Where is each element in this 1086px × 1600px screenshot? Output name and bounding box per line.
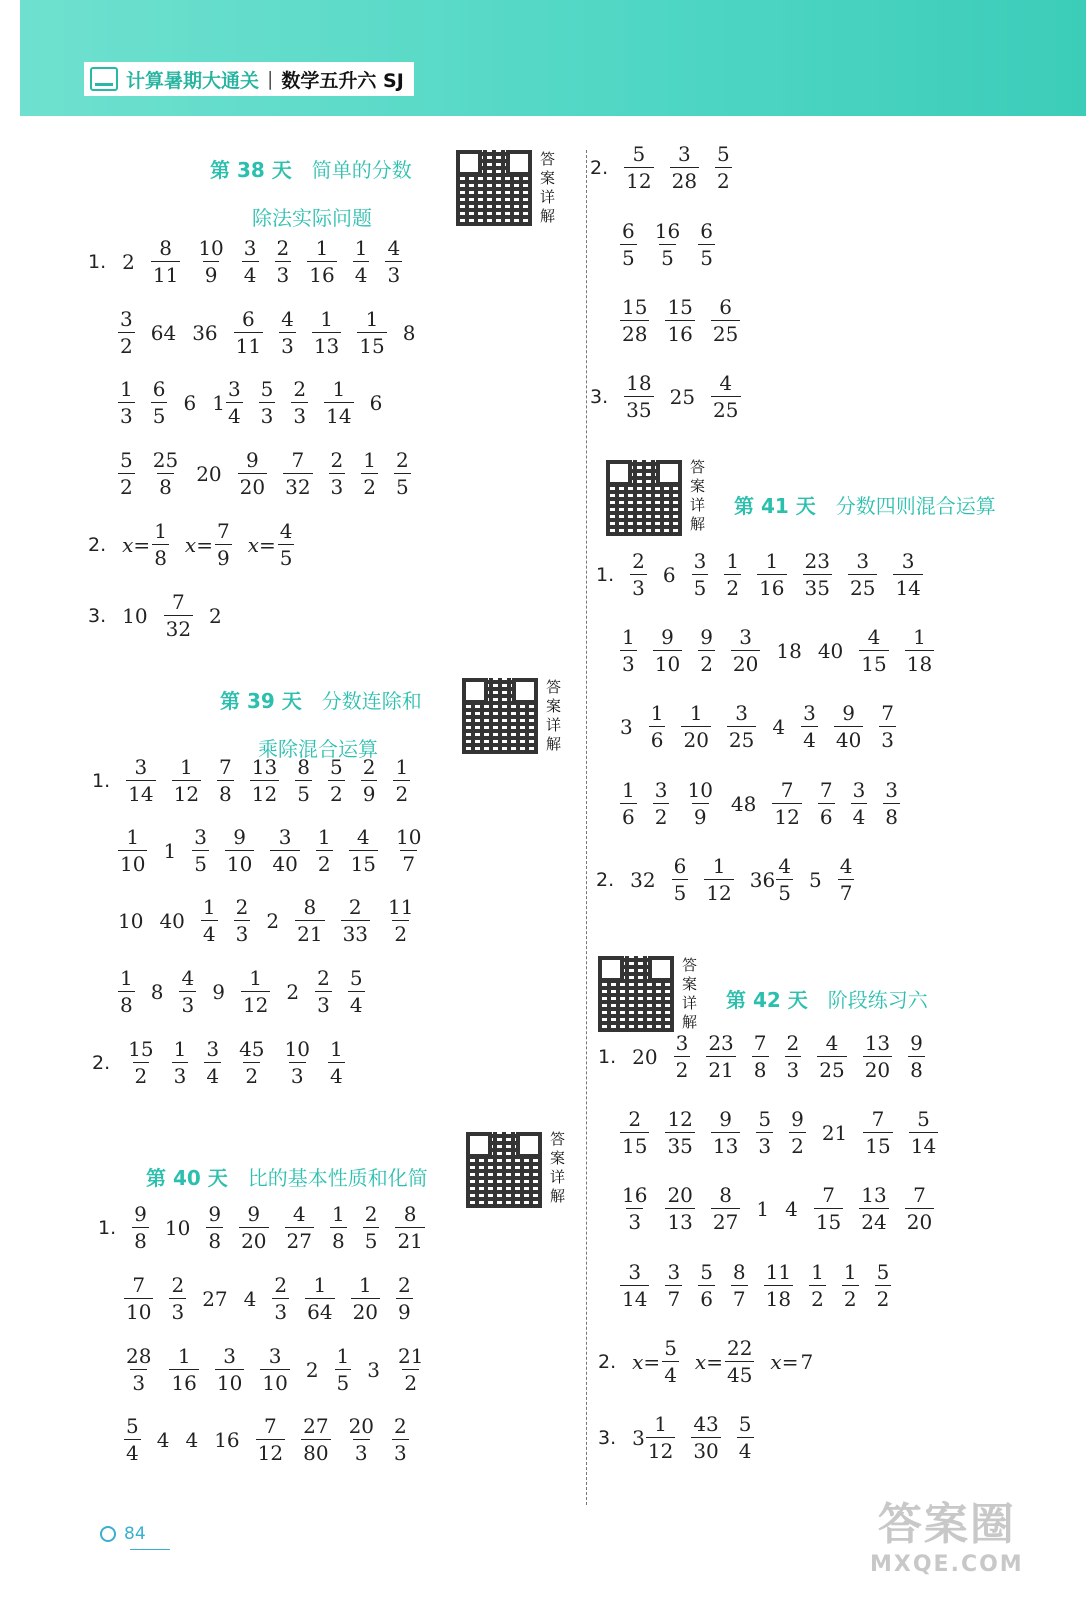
answer-value: 6 (183, 390, 197, 415)
answer-value: $\frac{1}{8}$ (120, 966, 133, 1017)
answer-value: $\frac{9}{10}$ (654, 625, 681, 676)
answer-value: $\frac{8}{27}$ (712, 1183, 739, 1234)
answer-value: 10 (122, 603, 148, 628)
answer-value: $\frac{3}{7}$ (667, 1260, 681, 1311)
question-number: 1. (596, 563, 615, 586)
answer-value: $\frac{1}{2}$ (726, 549, 740, 600)
answer-row (598, 1338, 821, 1385)
answer-row (612, 297, 748, 344)
answer-value: $\frac{3}{4}$ (803, 701, 816, 752)
answer-value: 20 (196, 461, 222, 486)
answer-value: $\frac{1}{15}$ (359, 307, 385, 358)
page-number-underline (130, 1549, 170, 1550)
answer-value: $\frac{3}{10}$ (262, 1344, 288, 1395)
answer-value: $\frac{2}{3}$ (171, 1273, 185, 1324)
answer-value: 2 (286, 979, 300, 1004)
question-number: 1. (88, 250, 107, 273)
answer-value: $\frac{2}{3}$ (293, 377, 307, 428)
page-number-text: 84 (124, 1524, 146, 1544)
answer-value: 20 (632, 1044, 658, 1069)
answer-value: $\frac{28}{3}$ (126, 1344, 152, 1395)
answer-value: $\frac{6}{5}$ (673, 854, 687, 905)
answer-value: 16 (214, 1427, 240, 1452)
answer-value: $\frac{5}{2}$ (876, 1260, 890, 1311)
answer-value: $\frac{7}{10}$ (126, 1273, 152, 1324)
answer-value: $\frac{7}{8}$ (219, 755, 232, 806)
answer-value: $\frac{1}{12}$ (173, 755, 200, 806)
answer-row (110, 379, 390, 426)
answer-row (590, 373, 749, 420)
answer-value: $\frac{1}{2}$ (363, 448, 377, 499)
answer-value: $\frac{4}{25}$ (819, 1031, 845, 1082)
answer-value: $\frac{7}{12}$ (257, 1414, 284, 1465)
answer-row (596, 856, 862, 903)
answer-row (110, 309, 423, 356)
qr-code-day41[interactable] (606, 460, 682, 536)
answer-value: $\frac{7}{12}$ (774, 778, 800, 829)
book-title: 计算暑期大通关 (126, 69, 260, 92)
answer-value: $\frac{11}{18}$ (765, 1260, 792, 1311)
qr-code-day39[interactable] (462, 678, 538, 754)
answer-value: $\frac{9}{20}$ (241, 1202, 267, 1253)
answer-value: $\frac{1}{10}$ (120, 825, 146, 876)
answer-value: $\frac{5}{2}$ (120, 448, 133, 499)
answer-value: $\frac{23}{35}$ (804, 549, 830, 600)
qr-caption: 答案详解 (682, 956, 698, 1031)
qr-caption: 答案详解 (550, 1130, 566, 1205)
answer-value: $\frac{1}{4}$ (354, 236, 368, 287)
answer-value: $\frac{9}{40}$ (835, 701, 862, 752)
answer-row (110, 450, 419, 497)
answer-value: $\frac{8}{5}$ (297, 755, 310, 806)
title-separator: | (267, 68, 274, 90)
answer-value: $\frac{1}{6}$ (622, 778, 635, 829)
answer-value: $\frac{2}{15}$ (622, 1107, 648, 1158)
answer-value: $\frac{5}{3}$ (758, 1107, 772, 1158)
answer-row (590, 144, 740, 191)
answer-value: $\frac{1}{13}$ (313, 307, 340, 358)
answer-value: $\frac{20}{3}$ (348, 1414, 375, 1465)
answer-value: $\frac{9}{8}$ (208, 1202, 222, 1253)
answer-value: $\frac{6}{5}$ (152, 377, 166, 428)
answer-row (612, 221, 723, 268)
answer-value: $\frac{11}{2}$ (388, 895, 414, 946)
day-label: 第 39 天 (220, 689, 302, 713)
section-title-day41 (734, 490, 996, 519)
answer-value: $\frac{10}{7}$ (396, 825, 422, 876)
answer-value: $\frac{9}{2}$ (700, 625, 713, 676)
answer-value: $\frac{16}{3}$ (622, 1183, 648, 1234)
answer-value: $\frac{25}{8}$ (152, 448, 179, 499)
topic-label: 分数四则混合运算 (835, 494, 996, 518)
answer-row (612, 1109, 946, 1156)
answer-value: $\frac{4}{3}$ (181, 966, 195, 1017)
answer-value: $\frac{1}{2}$ (811, 1260, 824, 1311)
answer-value: $\frac{7}{32}$ (165, 590, 192, 641)
question-number: 2. (88, 533, 107, 556)
answer-value: $\frac{4}{25}$ (713, 371, 739, 422)
question-number: 2. (92, 1051, 111, 1074)
answer-value: $\frac{4}{7}$ (839, 854, 853, 905)
answer-value: $\frac{18}{35}$ (626, 371, 652, 422)
answer-value: $\frac{6}{5}$ (622, 219, 635, 270)
book-icon (90, 67, 118, 91)
answer-value: 2 (209, 603, 222, 628)
answer-row (612, 1185, 942, 1232)
answer-value: $\frac{2}{3}$ (632, 549, 645, 600)
answer-value: 2 (122, 249, 135, 274)
answer-value: $\frac{12}{35}$ (667, 1107, 693, 1158)
answer-row (88, 238, 410, 285)
answer-value: 36 $\frac{4}{5}$ (749, 854, 791, 905)
answer-value: $\frac{7}{8}$ (753, 1031, 767, 1082)
answer-value: $\frac{15}{2}$ (128, 1037, 154, 1088)
answer-value: x= $\frac{5}{4}$ (632, 1336, 677, 1387)
column-divider (586, 150, 587, 1505)
answer-value: $\frac{6}{11}$ (235, 307, 262, 358)
answer-value: $\frac{3}{4}$ (852, 778, 866, 829)
answer-value: $\frac{3}{14}$ (895, 549, 921, 600)
question-number: 1. (598, 1045, 617, 1068)
answer-value: 8 (402, 320, 416, 345)
answer-row (92, 757, 418, 804)
answer-value: 9 (212, 979, 225, 1004)
answer-value: 4 (785, 1196, 798, 1221)
day-label: 第 42 天 (726, 988, 808, 1012)
question-number: 3. (590, 385, 609, 408)
answer-value: $\frac{21}{2}$ (398, 1344, 424, 1395)
answer-value: 6 (369, 390, 383, 415)
answer-value: $\frac{3}{14}$ (622, 1260, 648, 1311)
answer-value: 10 (118, 908, 144, 933)
answer-value: $\frac{3}{25}$ (849, 549, 876, 600)
answer-value: $\frac{10}{3}$ (284, 1037, 310, 1088)
answer-value: $\frac{1}{3}$ (622, 625, 635, 676)
answer-row (110, 968, 373, 1015)
answer-value: 36 (192, 320, 218, 345)
day-label: 第 41 天 (734, 494, 816, 518)
answer-value: 6 (662, 562, 676, 587)
page-number (100, 1524, 146, 1544)
answer-value: $\frac{7}{15}$ (865, 1107, 891, 1158)
answer-value: 4 (156, 1427, 170, 1452)
answer-value: 25 (669, 384, 696, 409)
section-subtitle-day38: 除法实际问题 (252, 206, 372, 230)
answer-value: $\frac{7}{6}$ (819, 778, 833, 829)
answer-value: 3 $\frac{1}{12}$ (632, 1412, 674, 1463)
answer-value: $\frac{5}{4}$ (126, 1414, 139, 1465)
answer-value: 1 (163, 838, 177, 863)
day-label: 第 38 天 (210, 158, 292, 182)
answer-row (98, 1204, 433, 1251)
answer-value: $\frac{9}{2}$ (791, 1107, 804, 1158)
answer-value: $\frac{9}{13}$ (712, 1107, 739, 1158)
answer-value: $\frac{1}{64}$ (307, 1273, 333, 1324)
answer-value: $\frac{1}{12}$ (706, 854, 732, 905)
answer-value: $\frac{20}{13}$ (667, 1183, 693, 1234)
answer-value: $\frac{1}{3}$ (120, 377, 133, 428)
answer-value: $\frac{2}{3}$ (235, 895, 249, 946)
answer-value: $\frac{2}{3}$ (394, 1414, 407, 1465)
answer-value: $\frac{1}{16}$ (759, 549, 785, 600)
answer-value: $\frac{3}{4}$ (243, 236, 257, 287)
answer-value: $\frac{5}{4}$ (738, 1412, 752, 1463)
question-number: 1. (98, 1216, 117, 1239)
answer-row (116, 1416, 417, 1463)
qr-caption: 答案详解 (546, 678, 562, 753)
answer-value: 64 (150, 320, 177, 345)
answer-value: 4 (772, 714, 786, 739)
answer-row (598, 1033, 933, 1080)
answer-row (612, 627, 942, 674)
answer-value: $\frac{13}{12}$ (251, 755, 278, 806)
answer-value: 4 (185, 1427, 199, 1452)
answer-value: $\frac{1}{12}$ (242, 966, 269, 1017)
answer-row (612, 1262, 899, 1309)
answer-value: $\frac{3}{2}$ (120, 307, 133, 358)
answer-value: 40 (817, 638, 844, 663)
watermark (870, 1488, 1024, 1577)
answer-value: 3 (620, 714, 633, 739)
question-number: 2. (596, 868, 615, 891)
answer-value: $\frac{3}{25}$ (728, 701, 755, 752)
answer-value: 27 (202, 1286, 228, 1311)
qr-code-day38[interactable] (456, 150, 532, 226)
answer-value: 3 (367, 1357, 381, 1382)
qr-code-day40[interactable] (466, 1132, 542, 1208)
section-title-day39 (220, 685, 422, 714)
answer-value: $\frac{3}{8}$ (885, 778, 899, 829)
answer-row (116, 1346, 433, 1393)
answer-value: $\frac{1}{2}$ (317, 825, 331, 876)
answer-value: $\frac{1}{4}$ (329, 1037, 343, 1088)
answer-value: $\frac{3}{4}$ (206, 1037, 220, 1088)
answer-row (110, 897, 423, 944)
answer-value: $\frac{3}{14}$ (128, 755, 154, 806)
answer-value: $\frac{7}{15}$ (815, 1183, 842, 1234)
answer-value: $\frac{5}{6}$ (700, 1260, 713, 1311)
answer-value: 32 (630, 867, 656, 892)
answer-value: $\frac{15}{16}$ (667, 295, 693, 346)
answer-value: $\frac{4}{3}$ (281, 307, 294, 358)
answer-value: 21 (821, 1120, 848, 1145)
answer-value: $\frac{4}{15}$ (861, 625, 887, 676)
answer-value: 4 (243, 1286, 257, 1311)
answer-value: $\frac{3}{2}$ (675, 1031, 689, 1082)
topic-label: 简单的分数 (311, 158, 412, 182)
question-number: 3. (598, 1426, 617, 1449)
answer-value: $\frac{13}{24}$ (861, 1183, 887, 1234)
answer-value: $\frac{5}{12}$ (626, 142, 652, 193)
answer-value: $\frac{1}{16}$ (309, 236, 335, 287)
answer-value: $\frac{1}{20}$ (352, 1273, 379, 1324)
answer-value: $\frac{2}{9}$ (398, 1273, 411, 1324)
answer-value: $\frac{4}{15}$ (350, 825, 377, 876)
question-number: 2. (598, 1350, 617, 1373)
qr-code-day42[interactable] (598, 956, 674, 1032)
answer-row (88, 521, 302, 568)
answer-value: $\frac{3}{28}$ (671, 142, 698, 193)
answer-value: $\frac{2}{3}$ (786, 1031, 800, 1082)
question-number: 2. (590, 156, 609, 179)
answer-row (116, 1275, 421, 1322)
answer-value: $\frac{9}{8}$ (134, 1202, 147, 1253)
answer-value: $\frac{5}{3}$ (260, 377, 274, 428)
answer-value: $\frac{2}{5}$ (364, 1202, 378, 1253)
answer-value: $\frac{8}{21}$ (397, 1202, 423, 1253)
answer-value: $\frac{8}{11}$ (152, 236, 179, 287)
header-tag (84, 62, 414, 96)
answer-value: $\frac{2}{3}$ (274, 1273, 288, 1324)
answer-value: x= $\frac{1}{8}$ (122, 519, 167, 570)
answer-value: $\frac{13}{20}$ (864, 1031, 891, 1082)
answer-row (92, 1039, 353, 1086)
answer-value: $\frac{7}{20}$ (906, 1183, 933, 1234)
answer-value: $\frac{5}{14}$ (910, 1107, 937, 1158)
answer-value: 5 (808, 867, 822, 892)
answer-value: $\frac{1}{14}$ (326, 377, 352, 428)
answer-value: $\frac{10}{9}$ (198, 236, 224, 287)
answer-value: $\frac{2}{5}$ (396, 448, 409, 499)
answer-value: 2 (305, 1357, 319, 1382)
answer-value: $\frac{1}{4}$ (202, 895, 216, 946)
answer-value: x= $\frac{4}{5}$ (247, 519, 293, 570)
answer-value: $\frac{23}{21}$ (708, 1031, 734, 1082)
answer-value: $\frac{3}{2}$ (654, 778, 668, 829)
answer-value: x= $\frac{7}{9}$ (184, 519, 230, 570)
answer-value: $\frac{5}{4}$ (349, 966, 363, 1017)
answer-value: $\frac{6}{25}$ (712, 295, 739, 346)
section-subtitle-day39: 乘除混合运算 (258, 737, 378, 761)
answer-value: $\frac{1}{16}$ (171, 1344, 197, 1395)
answer-value: $\frac{7}{3}$ (881, 701, 895, 752)
subject-title: 数学五升六 SJ (281, 69, 404, 92)
answer-value: $\frac{8}{7}$ (732, 1260, 746, 1311)
answer-row (88, 592, 230, 639)
day-label: 第 40 天 (146, 1166, 228, 1190)
answer-row (598, 1414, 762, 1461)
answer-value: $\frac{2}{3}$ (276, 236, 290, 287)
answer-value: 18 (776, 638, 802, 663)
answer-value: $\frac{16}{5}$ (654, 219, 681, 270)
answer-value: 2 (266, 908, 280, 933)
section-title-day42 (726, 984, 928, 1013)
answer-row (612, 780, 908, 827)
answer-row (596, 551, 931, 598)
answer-value: $\frac{43}{30}$ (693, 1412, 719, 1463)
topic-label: 阶段练习六 (827, 988, 928, 1012)
answer-value: $\frac{2}{33}$ (342, 895, 369, 946)
answer-value: x= 7 (770, 1349, 814, 1374)
answer-value: $\frac{4}{3}$ (387, 236, 401, 287)
answer-value: $\frac{2}{3}$ (317, 966, 330, 1017)
answer-value: $\frac{3}{20}$ (732, 625, 759, 676)
answer-value: $\frac{1}{2}$ (843, 1260, 857, 1311)
answer-value: $\frac{1}{6}$ (650, 701, 664, 752)
answer-value: $\frac{1}{5}$ (336, 1344, 350, 1395)
answer-value: $\frac{9}{20}$ (239, 448, 266, 499)
section-title-day38 (210, 154, 412, 183)
qr-caption: 答案详解 (690, 458, 706, 533)
question-number: 3. (88, 604, 107, 627)
answer-value: $\frac{27}{80}$ (303, 1414, 329, 1465)
sun-icon (100, 1526, 116, 1542)
answer-value: 1 (756, 1196, 770, 1221)
answer-value: $\frac{10}{9}$ (687, 778, 713, 829)
answer-value: $\frac{5}{2}$ (329, 755, 343, 806)
answer-value: $\frac{9}{10}$ (226, 825, 253, 876)
topic-label: 分数连除和 (321, 689, 422, 713)
answer-value: 8 (150, 979, 164, 1004)
answer-value: $\frac{1}{8}$ (331, 1202, 345, 1253)
watermark-line1: 答案圈 (877, 1499, 1016, 1550)
watermark-line2: MXQE.COM (870, 1552, 1024, 1577)
answer-value: $\frac{1}{18}$ (906, 625, 933, 676)
topic-label: 比的基本性质和化简 (247, 1166, 428, 1190)
answer-value: $\frac{4}{27}$ (286, 1202, 312, 1253)
answer-value: $\frac{9}{8}$ (910, 1031, 923, 1082)
header-banner (20, 0, 1086, 116)
answer-value: $\frac{2}{9}$ (362, 755, 376, 806)
answer-value: $\frac{1}{20}$ (683, 701, 709, 752)
answer-value: $\frac{2}{3}$ (330, 448, 344, 499)
answer-value: $\frac{3}{40}$ (272, 825, 298, 876)
answer-value: $\frac{8}{21}$ (297, 895, 323, 946)
answer-row (612, 703, 904, 750)
answer-value: 48 (730, 791, 757, 816)
answer-value: 1 $\frac{3}{4}$ (212, 377, 241, 428)
answer-value: 40 (159, 908, 185, 933)
question-number: 1. (92, 769, 111, 792)
section-title-day40 (146, 1162, 428, 1191)
answer-value: $\frac{7}{32}$ (285, 448, 311, 499)
answer-value: $\frac{3}{5}$ (693, 549, 707, 600)
qr-caption: 答案详解 (540, 150, 556, 225)
answer-value: $\frac{3}{10}$ (216, 1344, 243, 1395)
answer-row (110, 827, 431, 874)
answer-value: $\frac{15}{28}$ (622, 295, 648, 346)
answer-value: $\frac{1}{2}$ (395, 755, 409, 806)
answer-value: $\frac{45}{2}$ (239, 1037, 265, 1088)
answer-value: $\frac{3}{5}$ (194, 825, 207, 876)
answer-value: x= $\frac{22}{45}$ (694, 1336, 753, 1387)
answer-value: 10 (164, 1215, 191, 1240)
answer-value: $\frac{1}{3}$ (173, 1037, 187, 1088)
answer-value: $\frac{5}{2}$ (717, 142, 730, 193)
answer-value: $\frac{6}{5}$ (700, 219, 713, 270)
